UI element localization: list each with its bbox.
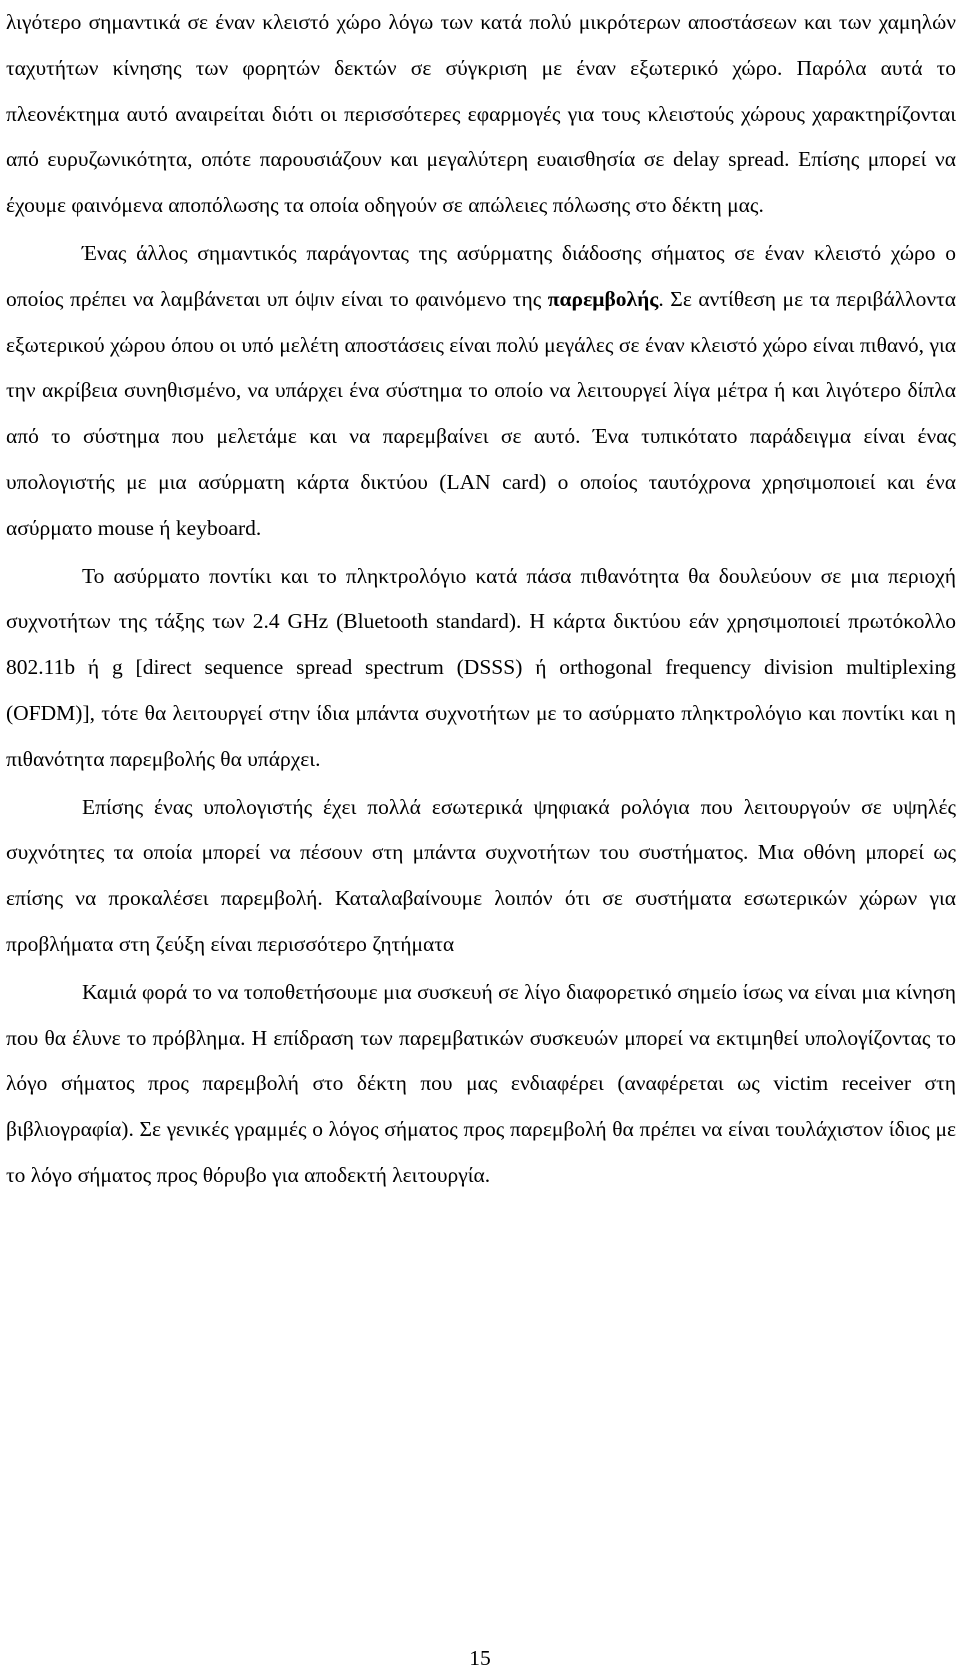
paragraph-text: Καμιά φορά το να τοποθετήσουμε μια συσκευή σε λίγο διαφορετικό σημείο ίσως να είναι μια κίνηση που θα έλυνε το πρόβλημα. Η επίδραση των παρεμβατικών συσκευών μπορεί να εκτιμηθεί υπολογίζοντας το λόγο σήματος προς παρεμβολή στο δέκτη που μας ενδιαφέρει (αναφέρεται ως victim receiver στη βιβλιογραφία). Σε γενικές γραμμές ο λόγος σήματος προς παρεμβολή θα πρέπει να είναι τουλάχιστον ίδιος με το λόγο σήματος προς θόρυβο για αποδεκτή λειτουργία. xyxy=(6,979,956,1187)
document-body xyxy=(6,0,956,1199)
paragraph-text: Επίσης ένας υπολογιστής έχει πολλά εσωτερικά ψηφιακά ρολόγια που λειτουργούν σε υψηλές συχνότητες τα οποία μπορεί να πέσουν στη μπάντα συχνοτήτων του συστήματος. Μια οθόνη μπορεί ως επίσης να προκαλέσει παρεμβολή. Καταλαβαίνουμε λοιπόν ότι σε συστήματα εσωτερικών χώρων για προβλήματα στη ζεύξη είναι περισσότερο ζητήματα xyxy=(6,794,956,956)
paragraph-text: λιγότερο σημαντικά σε έναν κλειστό χώρο λόγω των κατά πολύ μικρότερων αποστάσεων και των χαμηλών ταχυτήτων κίνησης των φορητών δεκτών σε σύγκριση με έναν εξωτερικό χώρο. Παρόλα αυτά το πλεονέκτημα αυτό αναιρείται διότι οι περισσότερες εφαρμογές για τους κλειστούς χώρους χαρακτηρίζονται από ευρυζωνικότητα, οπότε παρουσιάζουν και μεγαλύτερη ευαισθησία σε delay spread. Επίσης μπορεί να έχουμε φαινόμενα αποπόλωσης τα οποία οδηγούν σε απώλειες πόλωσης στο δέκτη μας. xyxy=(6,10,956,218)
page-number: 15 xyxy=(469,1646,491,1670)
bold-term-interference: παρεμβολής xyxy=(547,286,659,311)
paragraph-3 xyxy=(6,554,956,783)
paragraph-text: . Σε αντίθεση με τα περιβάλλοντα εξωτερικού χώρου όπου οι υπό μελέτη αποστάσεις είναι πολύ μεγάλες σε έναν κλειστό χώρο είναι πιθανό, για την ακρίβεια συνηθισμένο, να υπάρχει ένα σύστημα το οποίο να λειτουργεί λίγα μέτρα ή και λιγότερο δίπλα από το σύστημα που μελετάμε και να παρεμβαίνει σε αυτό. Ένα τυπικότατο παράδειγμα είναι ένας υπολογιστής με μια ασύρματη κάρτα δικτύου (LAN card) ο οποίος ταυτόχρονα χρησιμοποιεί και ένα ασύρματο mouse ή keyboard. xyxy=(6,286,956,540)
paragraph-2 xyxy=(6,231,956,552)
paragraph-5 xyxy=(6,970,956,1199)
paragraph-1 xyxy=(6,0,956,229)
paragraph-text: Ένας άλλος σημαντικός παράγοντας της ασύρματης διάδοσης σήματος σε έναν κλειστό χώρο ο οποίος πρέπει να λαμβάνεται υπ όψιν είναι το φαινόμενο της xyxy=(6,240,956,311)
paragraph-text: Το ασύρματο ποντίκι και το πληκτρολόγιο κατά πάσα πιθανότητα θα δουλεύουν σε μια περιοχή συχνοτήτων της τάξης των 2.4 GHz (Bluetooth standard). Η κάρτα δικτύου εάν χρησιμοποιεί πρωτόκολλο 802.11b ή g [direct sequence spread spectrum (DSSS) ή orthogonal frequency division multiplexing (OFDM)], τότε θα λειτουργεί στην ίδια μπάντα συχνοτήτων με το ασύρματο πληκτρολόγιο και ποντίκι και η πιθανότητα παρεμβολής θα υπάρχει. xyxy=(6,563,956,771)
paragraph-4 xyxy=(6,785,956,968)
